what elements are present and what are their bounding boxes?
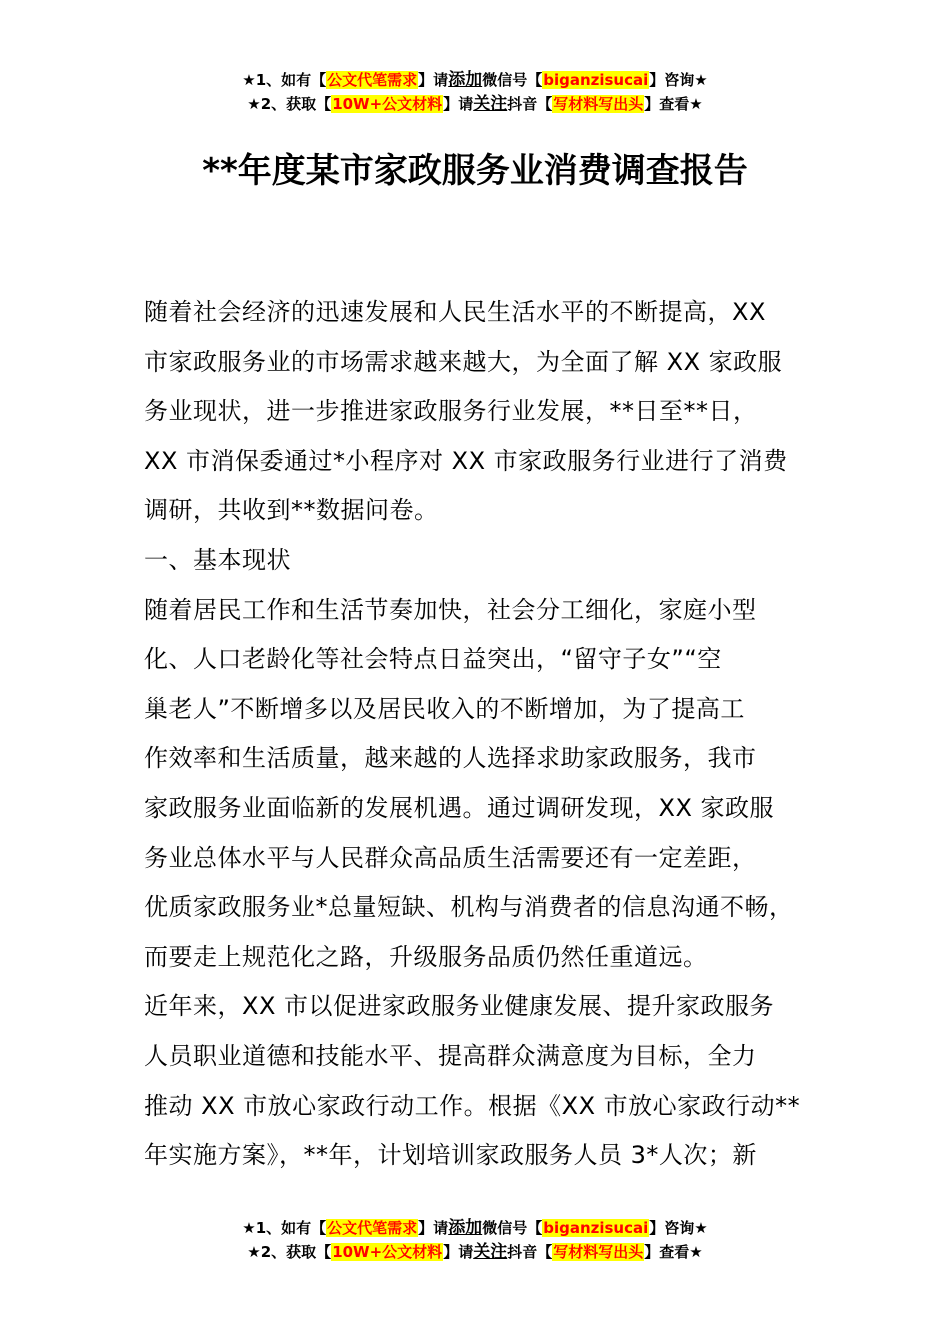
promo-text: 抖音【 [507,95,553,113]
text-line: 随着居民工作和生活节奏加快，社会分工细化，家庭小型 [144,595,757,624]
promo-text: 】请 [443,1243,474,1261]
promo-text: ★2、获取【 [247,95,332,113]
document-title: **年度某市家政服务业消费调查报告 [202,151,748,191]
promo-douyin-id: 写材料写出头 [553,1243,644,1261]
promo-text: 微信号【 [482,71,543,89]
section-heading: 一、基本现状 [144,545,291,574]
promo-text: ★1、如有【 [242,1219,327,1237]
promo-text: 】查看★ [644,1243,703,1261]
promo-footer [0,1216,950,1264]
text-line: 巢老人”不断增多以及居民收入的不断增加，为了提高工 [144,694,745,723]
promo-wechat-id: biganzisucai [543,1219,649,1237]
text-line: 年实施方案》，**年，计划培训家政服务人员 3*人次；新 [144,1141,757,1170]
text-line: 随着社会经济的迅速发展和人民生活水平的不断提高，XX [144,298,766,326]
promo-text: ★1、如有【 [242,71,327,89]
promo-douyin-id: 写材料写出头 [553,95,644,113]
text-line: 家政服务业面临新的发展机遇。通过调研发现，XX 家政服 [144,793,775,822]
promo-underlined: 关注 [473,1242,508,1262]
promo-line-1 [0,68,950,92]
text-line: 调研，共收到**数据问卷。 [144,496,439,525]
promo-text: 】咨询★ [649,1219,708,1237]
text-line: 务业现状，进一步推进家政服务行业发展，**日至**日， [144,397,758,426]
text-line: 优质家政服务业*总量短缺、机构与消费者的信息沟通不畅， [144,893,794,922]
promo-text: ★2、获取【 [247,1243,332,1261]
text-line: XX 市消保委通过*小程序对 XX 市家政服务行业进行了消费 [144,446,788,475]
paragraph-status [144,586,812,983]
promo-text: 】请 [418,71,449,89]
promo-highlight: 公文代笔需求 [327,1219,418,1237]
promo-line-2 [0,1240,950,1264]
paragraph-intro [144,288,812,536]
text-line: 人员职业道德和技能水平、提高群众满意度为目标，全力 [144,1041,757,1070]
promo-highlight: 公文代笔需求 [327,71,418,89]
promo-highlight: 10W+公文材料 [332,1243,443,1261]
text-line: 市家政服务业的市场需求越来越大，为全面了解 XX 家政服 [144,347,783,376]
text-line: 推动 XX 市放心家政行动工作。根据《XX 市放心家政行动** [144,1091,801,1120]
promo-underlined: 添加 [448,1218,483,1238]
promo-underlined: 关注 [473,94,508,114]
promo-line-2 [0,92,950,116]
promo-text: 微信号【 [482,1219,543,1237]
text-line: 近年来，XX 市以促进家政服务业健康发展、提升家政服务 [144,992,775,1021]
text-line: 作效率和生活质量，越来越的人选择求助家政服务，我市 [144,744,757,773]
promo-text: 】查看★ [644,95,703,113]
text-line: 化、人口老龄化等社会特点日益突出，“留守子女”“空 [144,645,722,674]
text-line: 而要走上规范化之路，升级服务品质仍然任重道远。 [144,942,708,971]
promo-text: 】咨询★ [649,71,708,89]
promo-line-1 [0,1216,950,1240]
promo-wechat-id: biganzisucai [543,71,649,89]
promo-header [0,68,950,116]
promo-text: 】请 [418,1219,449,1237]
promo-text: 】请 [443,95,474,113]
promo-highlight: 10W+公文材料 [332,95,443,113]
paragraph-recent [144,982,812,1180]
promo-text: 抖音【 [507,1243,553,1261]
text-line: 务业总体水平与人民群众高品质生活需要还有一定差距， [144,843,757,872]
document-body [144,288,812,1181]
promo-underlined: 添加 [448,70,483,90]
